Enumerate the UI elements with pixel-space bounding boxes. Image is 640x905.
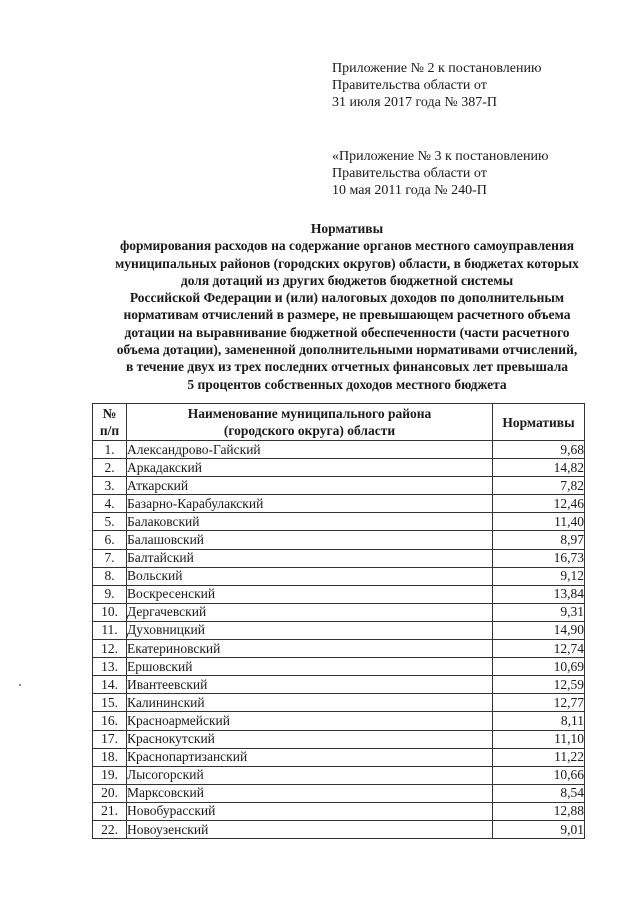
table-row <box>93 784 585 802</box>
table-row <box>93 766 585 784</box>
row-district: Красноармейский <box>127 712 493 730</box>
row-number: 11. <box>93 621 127 639</box>
title-line: нормативам отчислений в размере, не превышающем расчетного объема <box>123 307 571 323</box>
header-name-line1: Наименование муниципального района <box>187 406 432 421</box>
row-norm-value: 11,22 <box>493 748 585 766</box>
title-line: 5 процентов собственных доходов местного бюджета <box>187 376 507 392</box>
row-district: Калининский <box>127 694 493 712</box>
row-district: Ивантеевский <box>127 676 493 694</box>
table-row <box>93 658 585 676</box>
row-district: Екатериновский <box>127 640 493 658</box>
header-number <box>93 404 127 441</box>
row-norm-value: 10,69 <box>493 658 585 676</box>
title-line: дотации на выравнивание бюджетной обеспеченности (части расчетного <box>124 324 570 340</box>
annex-current-reference <box>332 60 622 111</box>
annex-amended-line1: «Приложение № 3 к постановлению <box>332 149 549 164</box>
header-value-label: Нормативы <box>502 414 575 430</box>
row-number: 10. <box>93 603 127 621</box>
row-norm-value: 14,90 <box>493 621 585 639</box>
row-norm-value: 12,77 <box>493 694 585 712</box>
row-norm-value: 11,10 <box>493 730 585 748</box>
row-number: 8. <box>93 567 127 585</box>
table-row <box>93 748 585 766</box>
annex-amended-reference <box>332 148 622 199</box>
row-district: Марксовский <box>127 784 493 802</box>
row-number: 2. <box>93 459 127 477</box>
row-district: Дергачевский <box>127 603 493 621</box>
row-number: 22. <box>93 820 127 838</box>
annex-current-line3: 31 июля 2017 года № 387-П <box>332 95 497 110</box>
row-district: Краснопартизанский <box>127 748 493 766</box>
table-row <box>93 549 585 567</box>
row-norm-value: 12,88 <box>493 802 585 820</box>
document-title <box>60 220 634 393</box>
row-norm-value: 14,82 <box>493 459 585 477</box>
table-row <box>93 585 585 603</box>
row-district: Александрово-Гайский <box>127 441 493 459</box>
table-row <box>93 820 585 838</box>
row-number: 3. <box>93 477 127 495</box>
row-number: 1. <box>93 441 127 459</box>
table-header-row <box>93 404 585 441</box>
row-number: 19. <box>93 766 127 784</box>
table-row <box>93 676 585 694</box>
row-norm-value: 8,97 <box>493 531 585 549</box>
row-norm-value: 10,66 <box>493 766 585 784</box>
header-number-line2: п/п <box>99 423 120 438</box>
header-value <box>493 404 585 441</box>
table-row <box>93 712 585 730</box>
table-row <box>93 495 585 513</box>
row-number: 21. <box>93 802 127 820</box>
row-number: 18. <box>93 748 127 766</box>
row-district: Аркадакский <box>127 459 493 477</box>
table-row <box>93 802 585 820</box>
row-norm-value: 12,46 <box>493 495 585 513</box>
row-norm-value: 9,12 <box>493 567 585 585</box>
row-district: Базарно-Карабулакский <box>127 495 493 513</box>
row-number: 15. <box>93 694 127 712</box>
row-norm-value: 9,31 <box>493 603 585 621</box>
table-row <box>93 567 585 585</box>
title-line: Российской Федерации и (или) налоговых доходов по дополнительным <box>129 290 565 306</box>
row-district: Балашовский <box>127 531 493 549</box>
row-norm-value: 8,11 <box>493 712 585 730</box>
row-number: 14. <box>93 676 127 694</box>
row-number: 7. <box>93 549 127 567</box>
row-norm-value: 11,40 <box>493 513 585 531</box>
row-district: Духовницкий <box>127 621 493 639</box>
row-norm-value: 12,74 <box>493 640 585 658</box>
table-row <box>93 531 585 549</box>
row-district: Воскресенский <box>127 585 493 603</box>
row-number: 17. <box>93 730 127 748</box>
header-name <box>127 404 493 441</box>
row-district: Вольский <box>127 567 493 585</box>
table-row <box>93 441 585 459</box>
table-row <box>93 640 585 658</box>
annex-current-line1: Приложение № 2 к постановлению <box>332 61 542 76</box>
row-district: Балаковский <box>127 513 493 531</box>
row-district: Новобурасский <box>127 802 493 820</box>
row-norm-value: 16,73 <box>493 549 585 567</box>
row-norm-value: 8,54 <box>493 784 585 802</box>
row-district: Балтайский <box>127 549 493 567</box>
row-number: 12. <box>93 640 127 658</box>
row-district: Краснокутский <box>127 730 493 748</box>
row-number: 13. <box>93 658 127 676</box>
header-name-line2: (городского округа) области <box>223 423 396 438</box>
table-row <box>93 513 585 531</box>
row-district: Аткарский <box>127 477 493 495</box>
norms-table <box>92 403 585 839</box>
title-line: объема дотации), замененной дополнительными нормативами отчислений, <box>116 342 578 358</box>
row-norm-value: 9,01 <box>493 820 585 838</box>
table-row <box>93 621 585 639</box>
annex-current-line2: Правительства области от <box>332 78 487 93</box>
annex-amended-line2: Правительства области от <box>332 166 487 181</box>
header-number-line1: № <box>102 406 117 421</box>
row-number: 20. <box>93 784 127 802</box>
row-district: Лысогорский <box>127 766 493 784</box>
row-number: 4. <box>93 495 127 513</box>
title-line: доля дотаций из других бюджетов бюджетной системы <box>180 272 514 288</box>
row-number: 6. <box>93 531 127 549</box>
annex-amended-line3: 10 мая 2011 года № 240-П <box>332 183 487 198</box>
row-norm-value: 7,82 <box>493 477 585 495</box>
title-line: формирования расходов на содержание органов местного самоуправления <box>119 238 575 254</box>
title-line: в течение двух из трех последних отчетных финансовых лет превышала <box>125 359 569 375</box>
row-number: 16. <box>93 712 127 730</box>
table-row <box>93 694 585 712</box>
table-row <box>93 603 585 621</box>
row-norm-value: 12,59 <box>493 676 585 694</box>
row-number: 5. <box>93 513 127 531</box>
row-district: Новоузенский <box>127 820 493 838</box>
table-row <box>93 730 585 748</box>
title-line: Нормативы <box>310 221 384 236</box>
row-norm-value: 9,68 <box>493 441 585 459</box>
row-district: Ершовский <box>127 658 493 676</box>
table-row <box>93 477 585 495</box>
scan-speck <box>19 684 21 686</box>
title-line: муниципальных районов (городских округов) области, в бюджетах которых <box>115 255 579 271</box>
table-row <box>93 459 585 477</box>
row-number: 9. <box>93 585 127 603</box>
row-norm-value: 13,84 <box>493 585 585 603</box>
